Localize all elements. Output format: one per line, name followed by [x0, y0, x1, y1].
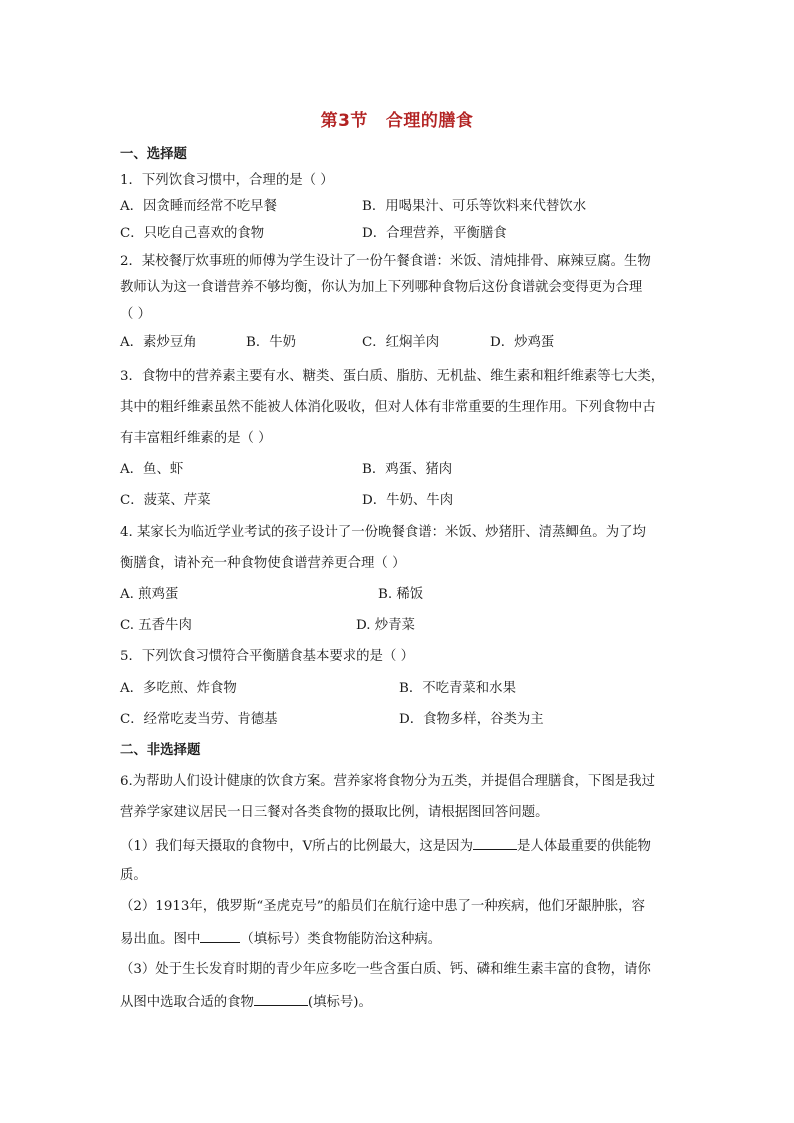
- q6-part2: [120, 929, 441, 949]
- page-title: [0, 106, 794, 131]
- q5-option-a: A．多吃煎、炸食物: [120, 681, 237, 696]
- q6-part2-text-after: （填标号）类食物能防治这种病。: [240, 932, 442, 947]
- q4-option-d: D. 炒青菜: [356, 618, 415, 633]
- q1-stem: 1．下列饮食习惯中，合理的是（ ）: [120, 173, 334, 188]
- title-topic: 合理的膳食: [385, 111, 474, 131]
- q6-part1-text-after: 是人体最重要的供能物: [516, 839, 651, 854]
- q5-option-c: C．经常吃麦当劳、肯德基: [120, 712, 278, 727]
- q6-part2-line1: （2）1913年，俄罗斯“圣虎克号”的船员们在航行途中患了一种疾病，他们牙龈肿胀，容: [120, 899, 645, 914]
- q6-stem-line1: 6.为帮助人们设计健康的饮食方案。营养家将食物分为五类，并提倡合理膳食，下图是我过: [120, 774, 656, 789]
- q2-option-d: D．炒鸡蛋: [490, 335, 555, 350]
- q1-option-d: D．合理营养，平衡膳食: [362, 226, 507, 241]
- q6-part3-text-after: (填标号)。: [307, 995, 372, 1010]
- q3-stem-line3: 有丰富粗纤维素的是（ ）: [120, 431, 272, 446]
- q4-option-c: C. 五香牛肉: [120, 618, 192, 633]
- q3-option-a: A．鱼、虾: [120, 462, 184, 477]
- q6-stem-line2: 营养学家建议居民一日三餐对各类食物的摄取比例，请根据图回答问题。: [120, 805, 549, 820]
- q5-option-b: B．不吃青菜和水果: [399, 681, 516, 696]
- q2-option-c: C．红焖羊肉: [362, 335, 440, 350]
- q6-part3-text-before: 从图中选取合适的食物: [120, 995, 254, 1010]
- q6-part1-answer-blank[interactable]: [473, 836, 517, 850]
- q6-part2-answer-blank[interactable]: [200, 929, 240, 943]
- q6-part3-line1: （3）处于生长发育时期的青少年应多吃一些含蛋白质、钙、磷和维生素丰富的食物，请你: [120, 962, 651, 977]
- q2-stem-line3: （ ）: [120, 307, 152, 322]
- q6-part1-line2: 质。: [120, 868, 147, 883]
- q2-option-b: B．牛奶: [246, 335, 297, 350]
- q3-option-b: B．鸡蛋、猪肉: [362, 462, 453, 477]
- title-section-number: 第3节: [320, 111, 368, 131]
- q1-option-c: C．只吃自己喜欢的食物: [120, 226, 265, 241]
- q4-stem-line1: 4. 某家长为临近学业考试的孩子设计了一份晚餐食谱：米饭、炒猪肝、清蒸鲫鱼。为了均: [120, 525, 646, 540]
- section-heading-choice: 一、选择题: [120, 147, 187, 162]
- q2-option-a: A．素炒豆角: [120, 335, 197, 350]
- q6-part3-answer-blank[interactable]: [254, 992, 308, 1006]
- q3-option-d: D．牛奶、牛肉: [362, 493, 454, 508]
- q4-option-a: A. 煎鸡蛋: [120, 587, 179, 602]
- q4-option-b: B. 稀饭: [378, 587, 424, 602]
- q5-option-d: D．食物多样，谷类为主: [399, 712, 544, 727]
- q4-stem-line2: 衡膳食，请补充一种食物使食谱营养更合理（ ）: [120, 556, 406, 571]
- q2-stem-line1: 2．某校餐厅炊事班的师傅为学生设计了一份午餐食谱：米饭、清炖排骨、麻辣豆腐。生物: [120, 254, 651, 269]
- section-heading-nonchoice: 二、非选择题: [120, 743, 201, 758]
- q6-part1-text-before: （1）我们每天摄取的食物中，V所占的比例最大，这是因为: [120, 839, 473, 854]
- q1-option-b: B．用喝果汁、可乐等饮料来代替饮水: [362, 199, 587, 214]
- q6-part3: [120, 992, 372, 1012]
- q3-stem-line1: 3．食物中的营养素主要有水、糖类、蛋白质、脂肪、无机盐、维生素和粗纤维素等七大类，: [120, 369, 665, 384]
- q2-stem-line2: 教师认为这一食谱营养不够均衡，你认为加上下列哪种食物后这份食谱就会变得更为合理: [120, 280, 643, 295]
- q1-option-a: A．因贪睡而经常不吃早餐: [120, 199, 277, 214]
- q6-part2-text-before: 易出血。图中: [120, 932, 201, 947]
- q5-stem: 5．下列饮食习惯符合平衡膳食基本要求的是（ ）: [120, 649, 414, 664]
- q3-stem-line2: 其中的粗纤维素虽然不能被人体消化吸收，但对人体有非常重要的生理作用。下列食物中古: [120, 400, 656, 415]
- q6-part1: [120, 836, 651, 856]
- q3-option-c: C．菠菜、芹菜: [120, 493, 211, 508]
